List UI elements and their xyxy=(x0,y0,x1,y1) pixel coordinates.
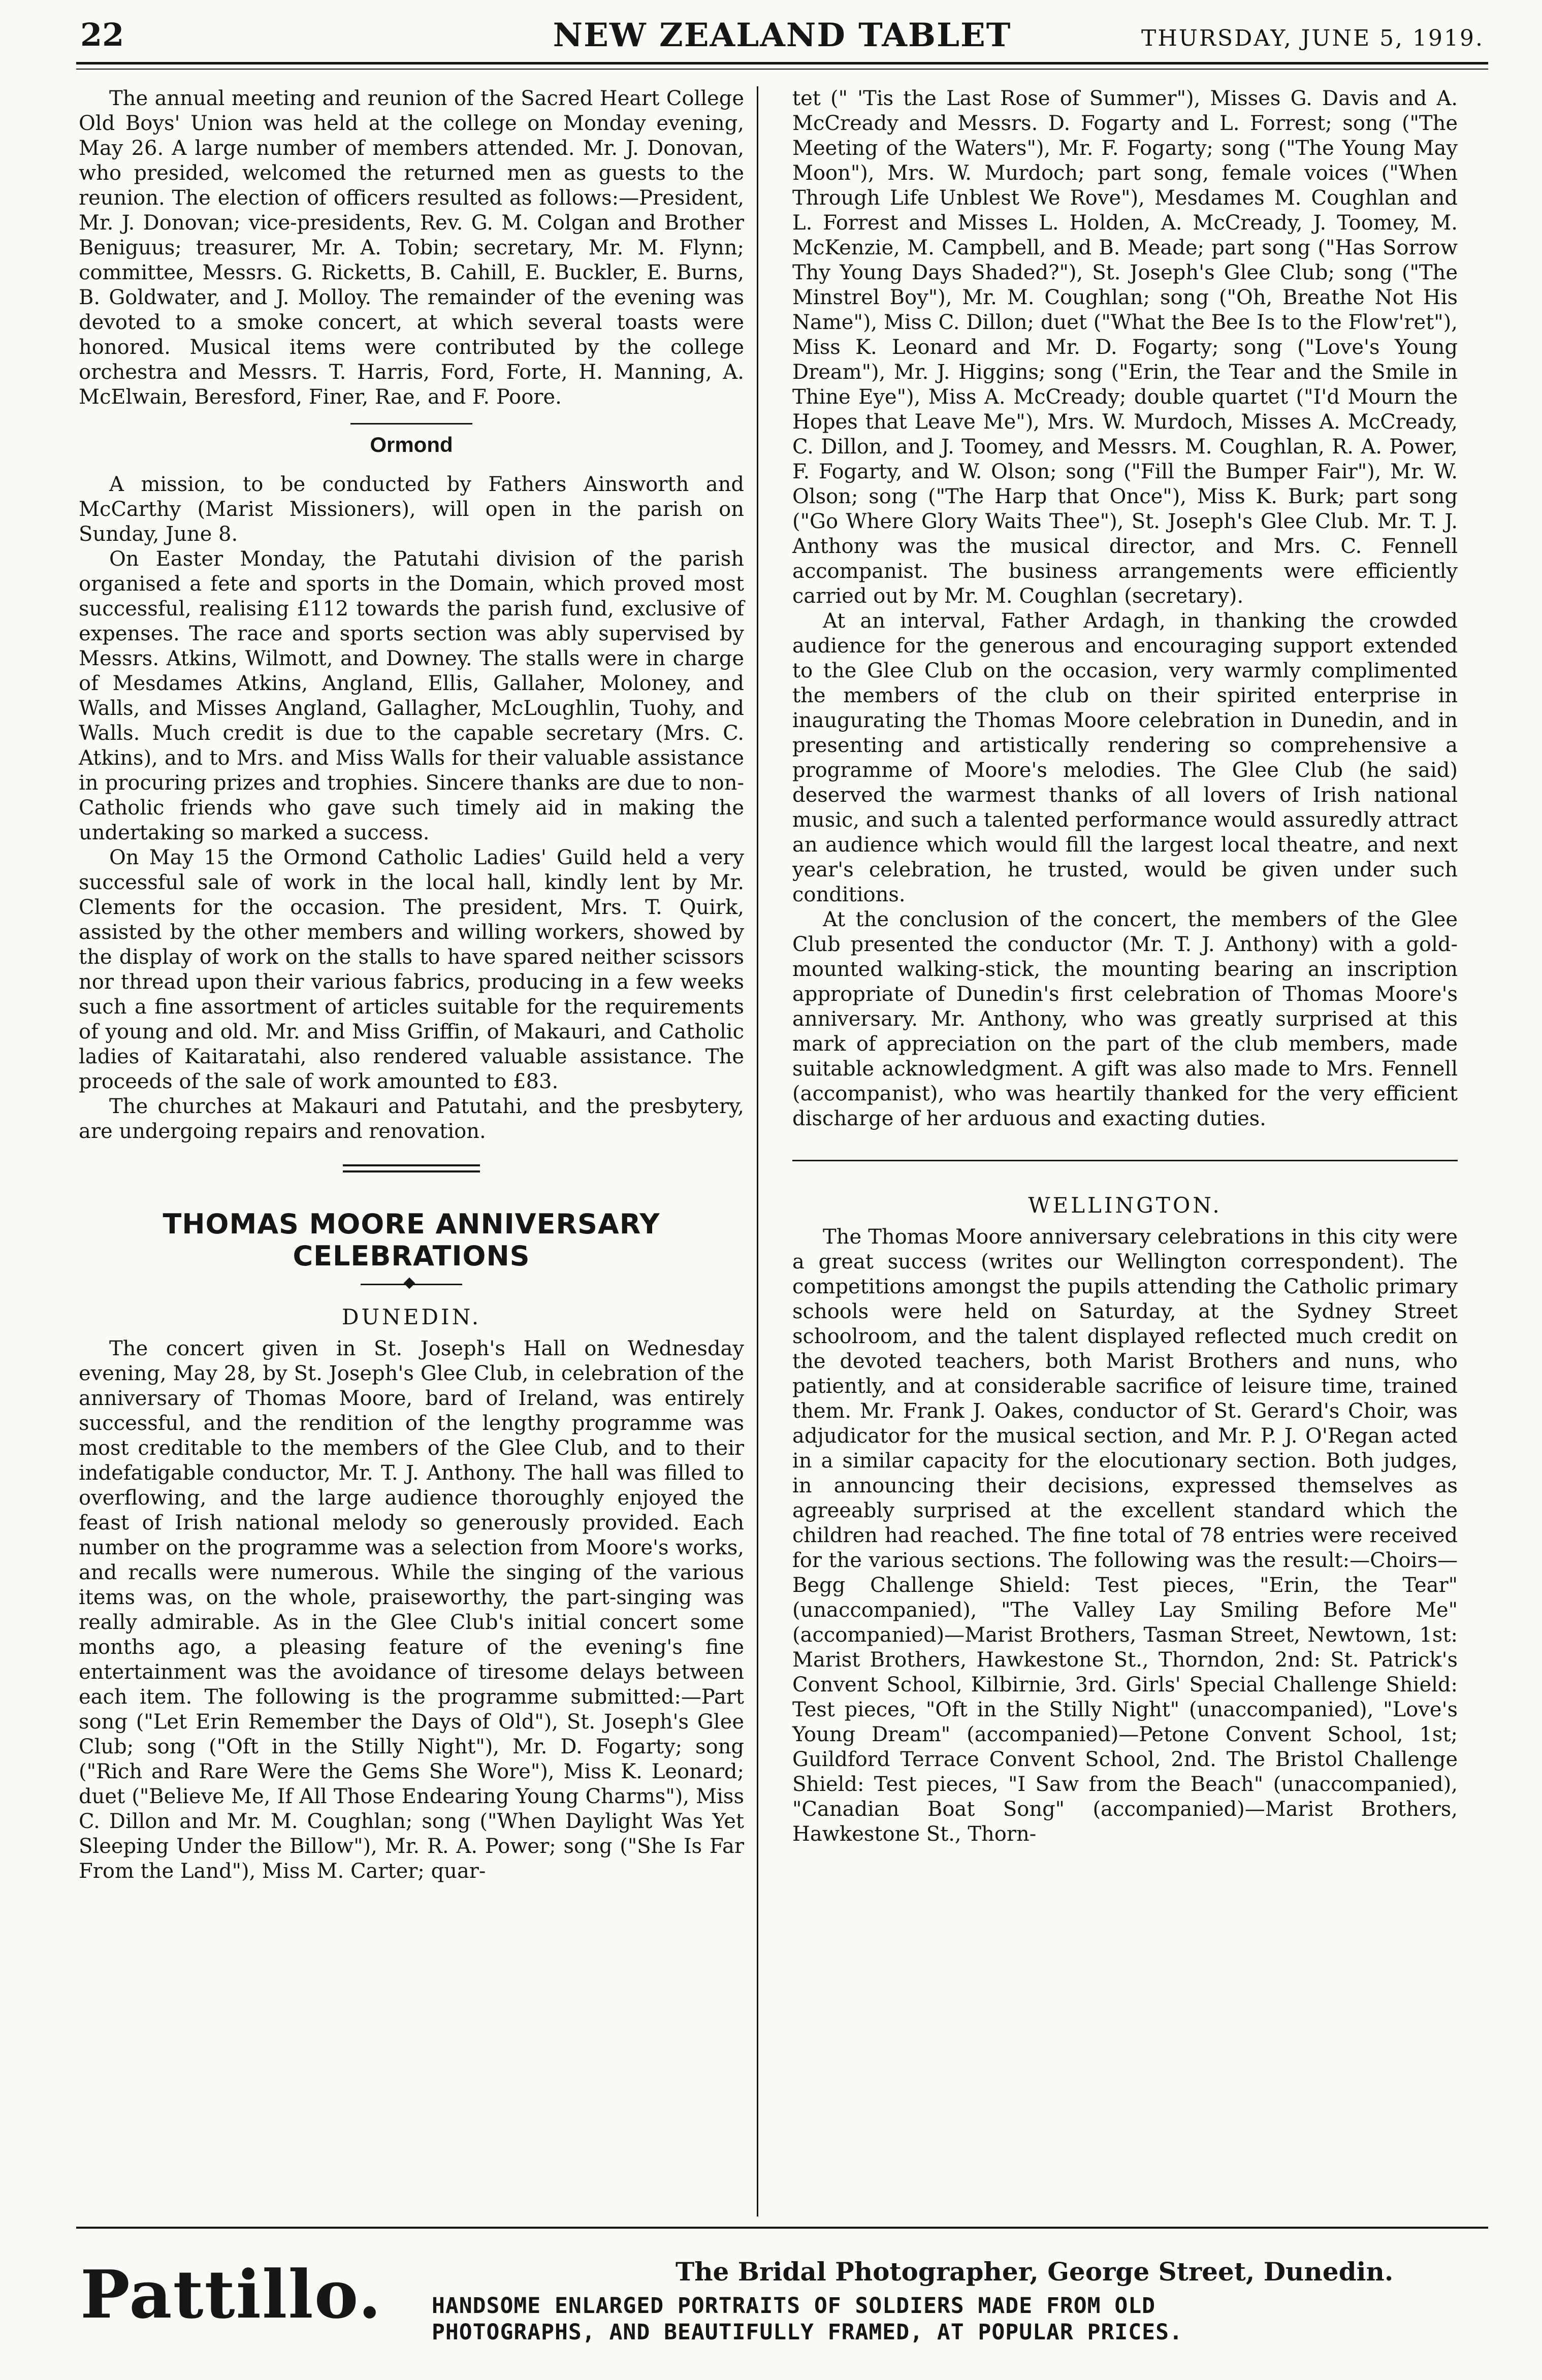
ormond-heading: Ormond xyxy=(370,433,453,457)
pattillo-advertisement xyxy=(76,2249,1488,2371)
programme-continued-paragraph: tet (" 'Tis the Last Rose of Summer"), Misses G. Davis and A. McCready and Messrs. D. Fogarty and L. Forrest; song ("The Meeting of the Waters"), Mr. F. Fogarty; song ("The Young May Moon"), Mrs. W. Murdoch; part song, female voices ("When Through Life Unblest We Rove"), Mesdames M. Coughlan and L. Forrest and Misses L. Holden, A. McCready, J. Toomey, M. McKenzie, M. Campbell, and B. Meade; part song ("Has Sorrow Thy Young Days Shaded?"), St. Joseph's Glee Club; song ("The Minstrel Boy"), Mr. M. Coughlan; song ("Oh, Breathe Not His Name"), Miss C. Dillon; duet ("What the Bee Is to the Flow'ret"), Miss K. Leonard and Mr. D. Fogarty; song ("Love's Young Dream"), Mr. J. Higgins; song ("Erin, the Tear and the Smile in Thine Eye"), Miss A. McCready; double quartet ("I'd Mourn the Hopes that Leave Me"), Mrs. W. Murdoch, Misses A. McCready, C. Dillon, and J. Toomey, and Messrs. M. Coughlan, R. A. Power, F. Fogarty, and W. Olson; song ("Fill the Bumper Fair"), Mr. W. Olson; song ("The Harp that Once"), Miss K. Burk; part song ("Go Where Glory Waits Thee"), St. Joseph's Glee Club. Mr. T. J. Anthony was the musical director, and Mrs. C. Fennell accompanist. The business arrangements were efficiently carried out by Mr. M. Coughlan (secretary). xyxy=(792,87,1458,608)
column-divider xyxy=(757,86,758,2216)
article-divider xyxy=(343,1164,480,1172)
ladies-guild-paragraph: On May 15 the Ormond Catholic Ladies' Guild held a very successful sale of work in the local hall, kindly lent by Mr. Clements for the occasion. The president, Mrs. T. Quirk, assisted by the other members and willing workers, showed by the display of work on the stalls to have spared neither scissors nor thread upon their various fabrics, producing in a few weeks such a fine assortment of articles suitable for the requirements of young and old. Mr. and Miss Griffin, of Makauri, and Catholic ladies of Kaitaratahi, also rendered valuable assistance. The proceeds of the sale of work amounted to £83. xyxy=(79,846,744,1093)
issue-date: THURSDAY, JUNE 5, 1919. xyxy=(1141,25,1484,51)
advert-line-3: PHOTOGRAPHS, AND BEAUTIFULLY FRAMED, AT POPULAR PRICES. xyxy=(432,2320,1183,2345)
article-heading: THOMAS MOORE ANNIVERSARY CELEBRATIONS xyxy=(163,1208,660,1272)
ornament-divider xyxy=(361,1279,462,1289)
churches-repair-paragraph: The churches at Makauri and Patutahi, and the presbytery, are undergoing repairs and renovation. xyxy=(79,1095,744,1143)
page-number: 22 xyxy=(80,16,124,53)
dunedin-concert-paragraph: The concert given in St. Joseph's Hall on Wednesday evening, May 28, by St. Joseph's Glee Club, in celebration of the anniversary of Thomas Moore, bard of Ireland, was entirely successful, and the rendition of the lengthy programme was most creditable to the members of the Glee Club, and to their indefatigable conductor, Mr. T. J. Anthony. The hall was filled to overflowing, and the large audience thoroughly enjoyed the feast of Irish national melody so generously provided. Each number on the programme was a selection from Moore's works, and recalls were numerous. While the singing of the various items was, on the whole, praiseworthy, the part-singing was really admirable. As in the Glee Club's initial concert some months ago, a pleasing feature of the evening's fine entertainment was the avoidance of tiresome delays between each item. The following is the programme submitted:—Part song ("Let Erin Remember the Days of Old"), St. Joseph's Glee Club; song ("Oft in the Stilly Night"), Mr. D. Fogarty; song ("Rich and Rare Were the Gems She Wore"), Miss K. Leonard; duet ("Believe Me, If All Those Endearing Young Charms"), Miss C. Dillon and Mr. M. Coughlan; song ("When Daylight Was Yet Sleeping Under the Billow"), Mr. R. A. Power; song ("She Is Far From the Land"), Miss M. Carter; quar- xyxy=(79,1337,744,1883)
wellington-paragraph: The Thomas Moore anniversary celebrations in this city were a great success (writes our Wellington correspondent). The competitions amongst the pupils attending the Catholic primary schools were held on Saturday, at the Sydney Street schoolroom, and the talent displayed reflected much credit on the devoted teachers, both Marist Brothers and nuns, who patiently, and at considerable sacrifice of leisure time, trained them. Mr. Frank J. Oakes, conductor of St. Gerard's Choir, was adjudicator for the musical section, and Mr. P. J. O'Regan acted in a similar capacity for the elocutionary section. Both judges, in announcing their decisions, expressed themselves as agreeably surprised at the excellent standard which the children had reached. The fine total of 78 entries were received for the various sections. The following was the result:—Choirs—Begg Challenge Shield: Test pieces, "Erin, the Tear" (unaccompanied), "The Valley Lay Smiling Before Me" (accompanied)—Marist Brothers, Tasman Street, Newtown, 1st: Marist Brothers, Hawkestone St., Thorndon, 2nd: St. Patrick's Convent School, Kilbirnie, 3rd. Girls' Special Challenge Shield: Test pieces, "Oft in the Stilly Night" (unaccompanied), "Love's Young Dream" (accompanied)—Petone Convent School, 1st; Guildford Terrace Convent School, 2nd. The Bristol Challenge Shield: Test pieces, "I Saw from the Beach" (unaccompanied), "Canadian Boat Song" (accompanied)—Marist Brothers, Hawkestone St., Thorn- xyxy=(792,1225,1458,1846)
father-ardagh-paragraph: At an interval, Father Ardagh, in thanking the crowded audience for the generous and encouraging support extended to the Glee Club on the occasion, very warmly complimented the members of the club on their spirited enterprise in inaugurating the Thomas Moore celebration in Dunedin, and in presenting and artistically rendering so comprehensive a programme of Moore's melodies. The Glee Club (he said) deserved the warmest thanks of all lovers of Irish national music, and such a talented performance would assuredly attract an audience which would fill the largest local theatre, and next year's celebration, he trusted, would be given under such conditions. xyxy=(792,609,1458,906)
header-rule xyxy=(76,62,1488,70)
masthead: NEW ZEALAND TABLET xyxy=(553,16,1012,54)
section-divider xyxy=(350,423,472,425)
advert-tagline: The Bridal Photographer, George Street, Dunedin. xyxy=(676,2257,1394,2287)
advert-name: Pattillo. xyxy=(80,2256,382,2333)
left-column xyxy=(79,86,744,1884)
right-column xyxy=(792,86,1458,1847)
footer-rule xyxy=(76,2227,1488,2229)
advert-line-2: HANDSOME ENLARGED PORTRAITS OF SOLDIERS MADE FROM OLD xyxy=(432,2293,1156,2319)
easter-fete-paragraph: On Easter Monday, the Patutahi division of the parish organised a fete and sports in the Domain, which proved most successful, realising £112 towards the parish fund, exclusive of expenses. The race and sports section was ably supervised by Messrs. Atkins, Wilmott, and Downey. The stalls were in charge of Mesdames Atkins, Angland, Ellis, Gallaher, Moloney, and Walls, and Misses Angland, Gallagher, McLoughlin, Tuohy, and Walls. Much credit is due to the capable secretary (Mrs. C. Atkins), and to Mrs. and Miss Walls for their valuable assistance in procuring prizes and trophies. Sincere thanks are due to non-Catholic friends who gave such timely aid in making the undertaking so marked a success. xyxy=(79,547,744,844)
old-boys-reunion-paragraph: The annual meeting and reunion of the Sacred Heart College Old Boys' Union was held at the college on Monday evening, May 26. A large number of members attended. Mr. J. Donovan, who presided, welcomed the returned men as guests to the reunion. The election of officers resulted as follows:—President, Mr. J. Donovan; vice-presidents, Rev. G. M. Colgan and Brother Beniguus; treasurer, Mr. A. Tobin; secretary, Mr. M. Flynn; committee, Messrs. G. Ricketts, B. Cahill, E. Buckler, E. Burns, B. Goldwater, and J. Molloy. The remainder of the evening was devoted to a smoke concert, at which several toasts were honored. Musical items were contributed by the college orchestra and Messrs. T. Harris, Ford, Forte, H. Manning, A. McElwain, Beresford, Finer, Rae, and F. Poore. xyxy=(79,87,744,409)
presentation-paragraph: At the conclusion of the concert, the members of the Glee Club presented the conductor (Mr. T. J. Anthony) with a gold-mounted walking-stick, the mounting bearing an inscription appropriate of Dunedin's first celebration of Thomas Moore's anniversary. Mr. Anthony, who was greatly surprised at this mark of appreciation on the part of the club members, made suitable acknowledgment. A gift was also made to Mrs. Fennell (accompanist), who was heartily thanked for the very efficient discharge of her arduous and exacting duties. xyxy=(792,908,1458,1130)
section-divider-right xyxy=(792,1160,1458,1161)
wellington-heading: WELLINGTON. xyxy=(1028,1193,1222,1218)
dunedin-heading: DUNEDIN. xyxy=(341,1305,481,1329)
mission-paragraph: A mission, to be conducted by Fathers Ainsworth and McCarthy (Marist Missioners), will open in the parish on Sunday, June 8. xyxy=(79,473,744,546)
